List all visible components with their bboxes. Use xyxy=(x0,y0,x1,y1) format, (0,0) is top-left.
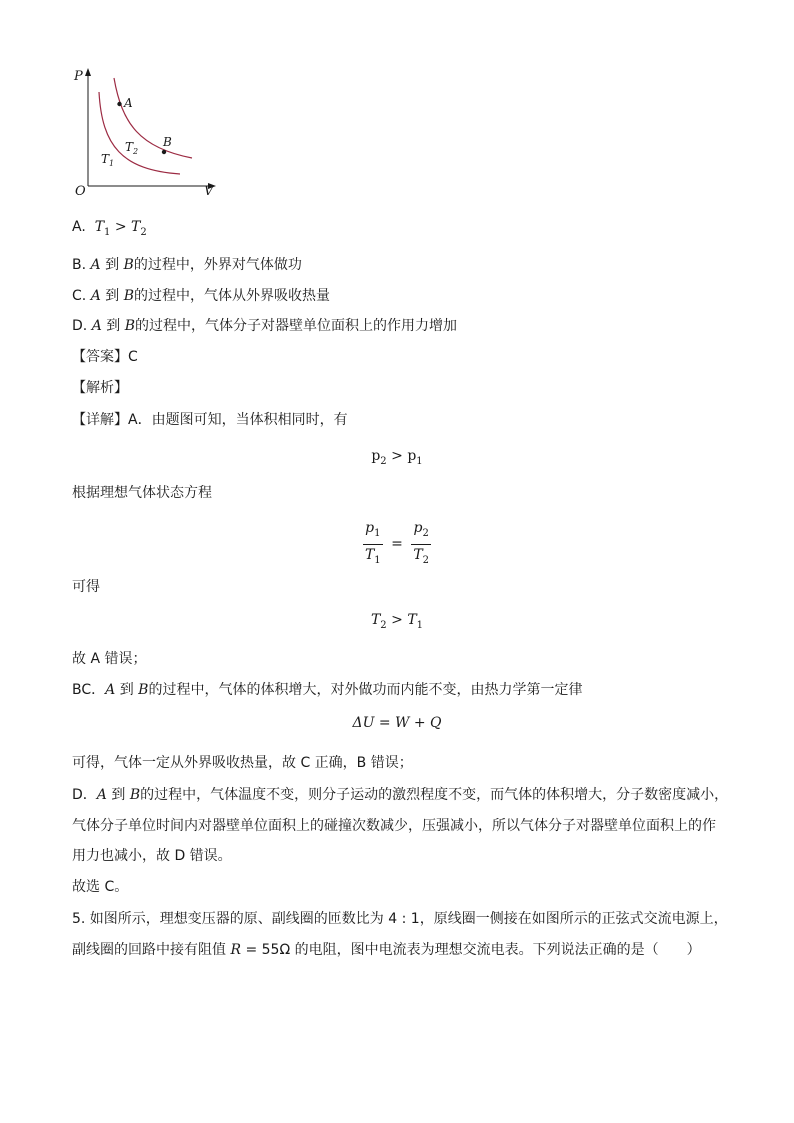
point-b-label: B xyxy=(163,135,172,149)
question-5-line-2: 副线圈的回路中接有阻值 R = 55Ω 的电阻，图中电流表为理想交流电表。下列说法正确的是（ ） xyxy=(72,942,701,958)
answer-value: C xyxy=(128,349,138,365)
point-a-label: A xyxy=(124,96,133,110)
option-c: C. A 到 B的过程中，气体从外界吸收热量 xyxy=(72,288,331,304)
question-5-line-1: 5. 如图所示，理想变压器的原、副线圈的匝数比为 4 : 1，原线圈一侧接在如图所示的正弦式交流电源上， xyxy=(72,911,728,927)
answer-label: 【答案】 xyxy=(72,349,128,365)
detail-para-8: 气体分子单位时间内对器壁单位面积上的碰撞次数减少，压强减小，所以气体分子对器壁单位面积上的作 xyxy=(72,818,716,834)
option-a: A. $T_1 > T_2$ xyxy=(72,219,147,238)
p-axis-arrow xyxy=(85,68,91,76)
equation-2: $\frac{p_1}{T_1}$ = $\frac{p_2}{T_2}$ xyxy=(0,518,794,571)
axis-v-label: V xyxy=(204,184,214,199)
pv-diagram xyxy=(70,64,230,200)
point-b-marker xyxy=(162,150,166,154)
point-a-marker xyxy=(117,102,121,106)
answer-line xyxy=(72,347,138,367)
detail-para-7: D．A 到 B的过程中，气体温度不变，则分子运动的激烈程度不变，而气体的体积增大，分子数密度减小， xyxy=(72,787,729,803)
curve-t2-label: $T_2$ xyxy=(125,140,139,156)
origin-label: O xyxy=(75,184,86,199)
detail-para-9: 用力也减小，故 D 错误。 xyxy=(72,848,232,864)
equation-1: $p_2 > p_1$ xyxy=(371,448,423,467)
equation-3: $T_2 > T_1$ xyxy=(370,612,424,631)
detail-para-3: 可得 xyxy=(72,579,100,595)
detail-para-6: 可得，气体一定从外界吸收热量，故 C 正确，B 错误； xyxy=(72,755,413,771)
detail-para-10: 故选 C。 xyxy=(72,879,129,895)
detail-para-5: BC．A 到 B的过程中，气体的体积增大，对外做功而内能不变，由热力学第一定律 xyxy=(72,682,583,698)
detail-para-2: 根据理想气体状态方程 xyxy=(72,485,212,501)
axis-p-label: P xyxy=(74,69,83,84)
curve-t1-label: $T_1$ xyxy=(101,152,115,168)
option-b: B. A 到 B的过程中，外界对气体做功 xyxy=(72,257,302,273)
detail-para-1: 【详解】A．由题图可知，当体积相同时，有 xyxy=(72,412,348,428)
analysis-label: 【解析】 xyxy=(72,380,128,396)
equation-4: ΔU = W + Q xyxy=(352,715,442,731)
detail-para-4: 故 A 错误； xyxy=(72,651,147,667)
option-d: D. A 到 B的过程中，气体分子对器壁单位面积上的作用力增加 xyxy=(72,318,458,334)
detail-label: 【详解】 xyxy=(72,412,128,428)
fraction-2: $\frac{p_2}{T_2}$ xyxy=(413,520,430,566)
fraction-1: $\frac{p_1}{T_1}$ xyxy=(364,520,381,566)
